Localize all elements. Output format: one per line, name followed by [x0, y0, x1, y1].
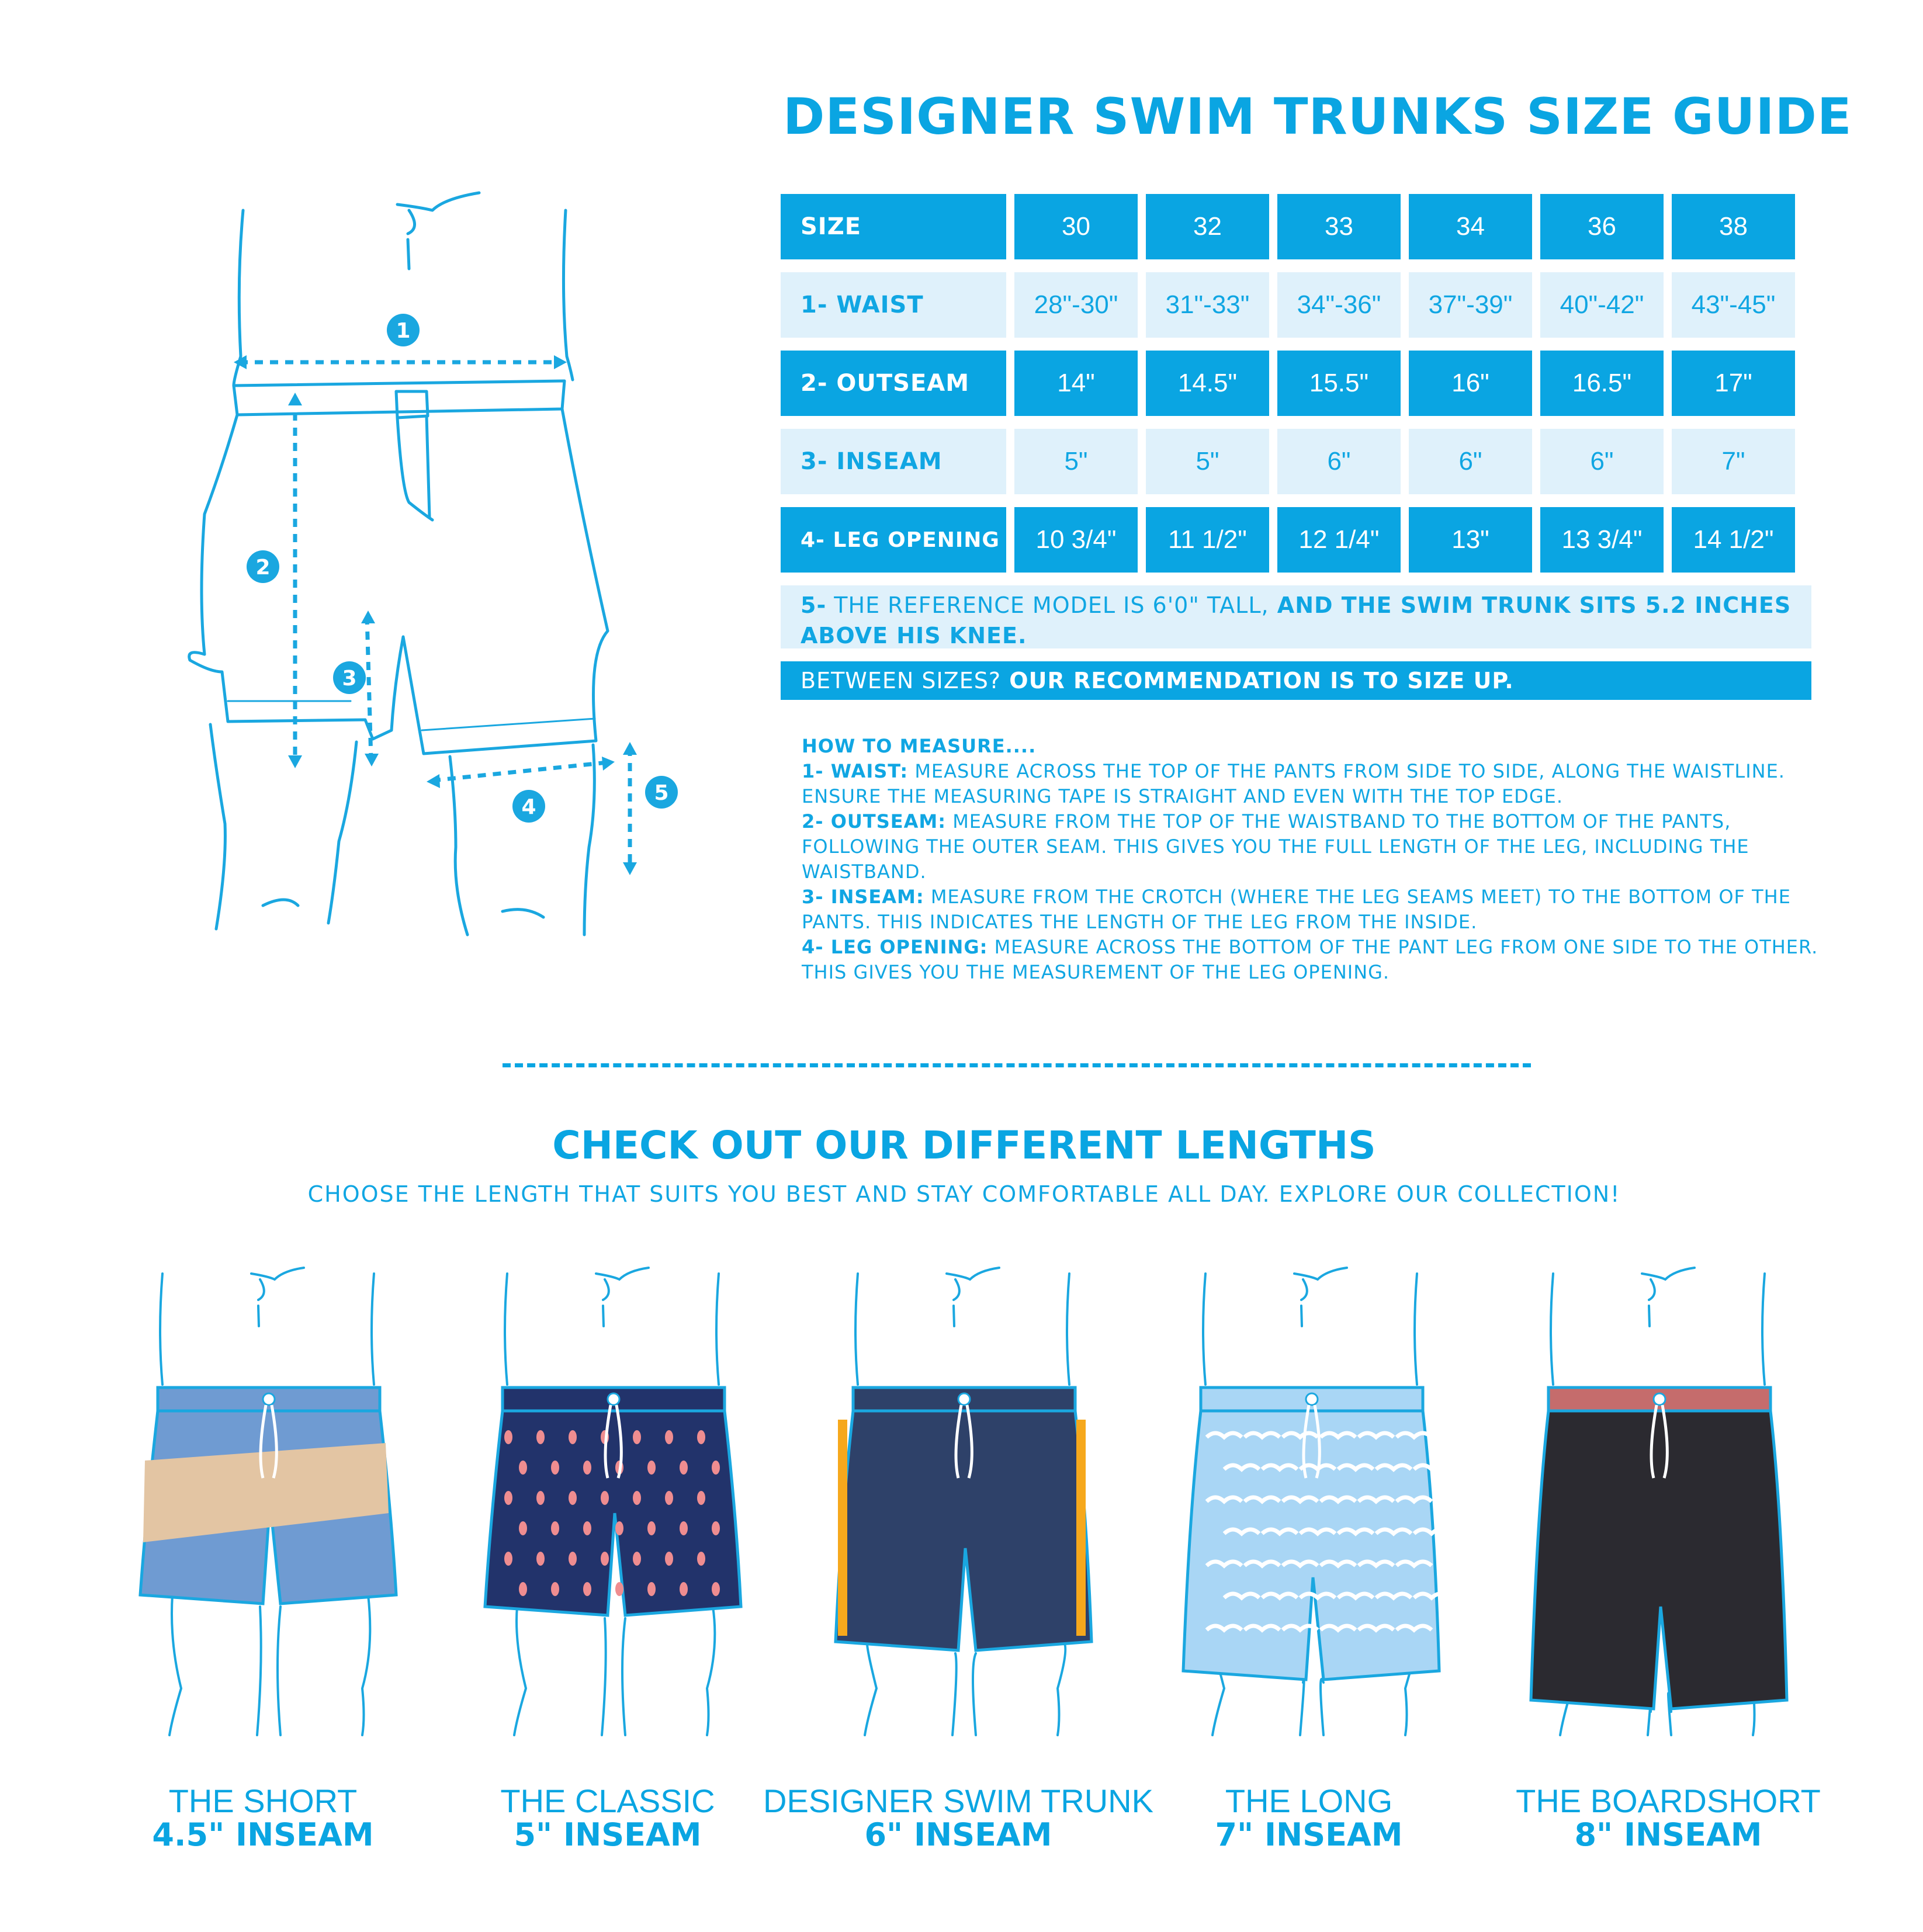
figure-shape — [551, 1521, 559, 1535]
length-inseam: 7" INSEAM — [1215, 1816, 1403, 1853]
figure-shape — [514, 1607, 526, 1735]
how-to-text: MEASURE ACROSS THE BOTTOM OF THE PANT LEG FROM ONE SIDE TO THE OTHER. THIS GIVES YOU THE MEASUREMENT OF THE LEG OPENING. — [802, 936, 1818, 983]
figure-shape — [160, 1274, 162, 1385]
table-cell: 10 3/4" — [1014, 507, 1138, 573]
figure-shape — [633, 1552, 641, 1566]
table-cell: 13 3/4" — [1540, 507, 1664, 573]
marker-2 — [247, 550, 279, 583]
between-sizes-bold: OUR RECOMMENDATION IS TO SIZE UP. — [1001, 668, 1514, 693]
table-cell: 16.5" — [1540, 351, 1664, 416]
figure-shape — [647, 1521, 656, 1535]
reference-model-note — [781, 585, 1811, 648]
svg-text:1: 1 — [396, 319, 411, 343]
table-cell: 43"-45" — [1672, 272, 1795, 338]
size-col-30: 30 — [1014, 194, 1138, 259]
figure-shape — [278, 1607, 280, 1735]
table-cell: 31"-33" — [1146, 272, 1269, 338]
length-item-short[interactable] — [88, 1784, 438, 1852]
lengths-subheading: CHOOSE THE LENGTH THAT SUITS YOU BEST AND STAY COMFORTABLE ALL DAY. EXPLORE OUR COLLECTION! — [307, 1181, 1621, 1207]
figure-shape — [551, 1582, 559, 1596]
table-cell: 11 1/2" — [1146, 507, 1269, 573]
figure-shape — [865, 1642, 876, 1735]
length-inseam: 6" INSEAM — [864, 1816, 1052, 1853]
figure-shape — [169, 1595, 181, 1735]
figure-shape — [257, 1607, 261, 1735]
figure-shape — [1076, 1420, 1086, 1636]
page-title: DESIGNER SWIM TRUNKS SIZE GUIDE — [783, 88, 1852, 146]
how-to-measure — [802, 734, 1830, 985]
note-bold: AND THE SWIM TRUNK SITS 5.2 INCHES ABOVE HIS KNEE. — [801, 592, 1792, 648]
table-cell: 17" — [1672, 351, 1795, 416]
figure-shape — [601, 1491, 609, 1505]
row-label-waist: 1- WAIST — [781, 272, 1006, 338]
figure-shape — [1642, 1268, 1695, 1326]
figure-shape — [680, 1582, 688, 1596]
figure-shape — [615, 1521, 623, 1535]
figure-shape — [622, 1618, 625, 1735]
figure-shape — [1415, 1274, 1417, 1385]
figure-shape — [712, 1521, 720, 1535]
size-col-36: 36 — [1540, 194, 1664, 259]
how-to-text: MEASURE FROM THE TOP OF THE WAISTBAND TO THE BOTTOM OF THE PANTS, FOLLOWING THE OUTER SEAM. THIS GIVES YOU THE FULL LENGTH OF THE LEG, INCLUDING THE WAISTBAND. — [802, 810, 1749, 883]
figure-shape — [712, 1582, 720, 1596]
table-cell: 13" — [1409, 507, 1532, 573]
figure-shape — [680, 1461, 688, 1475]
leg-opening-line — [432, 762, 608, 781]
table-cell: 5" — [1146, 429, 1269, 494]
size-col-32: 32 — [1146, 194, 1269, 259]
marker-1 — [387, 314, 420, 346]
length-name: DESIGNER SWIM TRUNK — [763, 1782, 1153, 1819]
table-cell: 34"-36" — [1277, 272, 1401, 338]
figure-shape — [665, 1491, 673, 1505]
svg-text:2: 2 — [255, 556, 271, 580]
length-inseam: 8" INSEAM — [1574, 1816, 1762, 1853]
length-inseam: 5" INSEAM — [514, 1816, 702, 1853]
length-item-designer[interactable] — [754, 1784, 1163, 1852]
figure-shape — [1762, 1274, 1765, 1385]
figure-the-short — [117, 1268, 421, 1747]
svg-text:4: 4 — [521, 795, 536, 819]
figure-shape — [1203, 1274, 1205, 1385]
table-cell: 40"-42" — [1540, 272, 1664, 338]
figure-shape — [602, 1618, 606, 1735]
figure-shape — [504, 1552, 512, 1566]
how-to-text: MEASURE ACROSS THE TOP OF THE PANTS FROM SIDE TO SIDE, ALONG THE WAISTLINE. ENSURE THE MEASURING TAPE IS STRAIGHT AND EVEN WITH THE TOP EDGE. — [802, 760, 1785, 807]
size-col-38: 38 — [1672, 194, 1795, 259]
figure-shape — [1294, 1268, 1347, 1326]
figure-shape — [504, 1491, 512, 1505]
size-header-label: SIZE — [781, 194, 1006, 259]
how-to-label: 1- WAIST: — [802, 760, 909, 782]
figure-shape — [536, 1491, 545, 1505]
marker-5 — [645, 776, 678, 809]
figure-shape — [680, 1521, 688, 1535]
length-item-long[interactable] — [1134, 1784, 1484, 1852]
size-col-34: 34 — [1409, 194, 1532, 259]
figure-shape — [697, 1491, 705, 1505]
figure-shape — [665, 1552, 673, 1566]
table-header-row — [781, 194, 1795, 259]
figure-shape — [536, 1430, 545, 1444]
figure-shape — [1300, 1679, 1304, 1735]
lengths-heading: CHECK OUT OUR DIFFERENT LENGTHS — [552, 1123, 1376, 1168]
figure-shape — [583, 1521, 591, 1535]
figure-shape — [608, 1393, 619, 1405]
between-sizes-banner — [781, 661, 1811, 700]
marker-3 — [333, 661, 366, 694]
figure-shape — [569, 1552, 577, 1566]
figure-shape — [583, 1582, 591, 1596]
figure-shape — [855, 1274, 858, 1385]
length-name: THE BOARDSHORT — [1516, 1782, 1821, 1819]
table-row — [781, 272, 1795, 338]
figure-shape — [697, 1430, 705, 1444]
figure-shape — [1183, 1411, 1439, 1680]
figure-shape — [569, 1491, 577, 1505]
length-inseam: 4.5" INSEAM — [152, 1816, 374, 1853]
note-prefix: 5- — [801, 592, 827, 618]
figure-shape — [519, 1521, 527, 1535]
row-label-outseam: 2- OUTSEAM — [781, 351, 1006, 416]
figure-shape — [1654, 1393, 1665, 1405]
figure-shape — [958, 1393, 970, 1405]
figure-shape — [973, 1653, 976, 1735]
size-table — [772, 181, 1803, 585]
figure-shape — [251, 1268, 304, 1326]
inseam-line — [367, 616, 371, 759]
table-cell: 14 1/2" — [1672, 507, 1795, 573]
figure-shape — [633, 1430, 641, 1444]
svg-text:5: 5 — [654, 781, 669, 805]
figure-shape — [1531, 1411, 1787, 1709]
table-cell: 12 1/4" — [1277, 507, 1401, 573]
figure-shape — [596, 1268, 649, 1326]
figure-shape — [263, 1393, 275, 1405]
figure-shape — [519, 1461, 527, 1475]
figure-shape — [1067, 1274, 1069, 1385]
row-label-inseam: 3- INSEAM — [781, 429, 1006, 494]
size-col-33: 33 — [1277, 194, 1401, 259]
figure-shape — [569, 1430, 577, 1444]
how-to-label: 3- INSEAM: — [802, 886, 924, 908]
length-item-classic[interactable] — [432, 1784, 783, 1852]
figure-the-classic — [462, 1268, 765, 1747]
table-cell: 28"-30" — [1014, 272, 1138, 338]
figure-shape — [716, 1274, 719, 1385]
table-row — [781, 351, 1795, 416]
table-cell: 6" — [1277, 429, 1401, 494]
figure-shape — [372, 1274, 374, 1385]
table-cell: 7" — [1672, 429, 1795, 494]
figure-shape — [952, 1653, 957, 1735]
row-label-leg-opening: 4- LEG OPENING — [781, 507, 1006, 573]
table-row — [781, 429, 1795, 494]
figure-shape — [1321, 1679, 1323, 1735]
how-to-label: 2- OUTSEAM: — [802, 810, 947, 833]
table-cell: 37"-39" — [1409, 272, 1532, 338]
svg-text:3: 3 — [342, 667, 357, 691]
figure-shape — [838, 1420, 847, 1636]
figure-shape — [601, 1552, 609, 1566]
how-to-item — [802, 935, 1830, 985]
table-cell: 14" — [1014, 351, 1138, 416]
length-item-boardshort[interactable] — [1478, 1784, 1858, 1852]
figure-shape — [697, 1552, 705, 1566]
length-name: THE CLASSIC — [500, 1782, 715, 1819]
table-row — [781, 507, 1795, 573]
between-sizes-text: BETWEEN SIZES? — [801, 668, 1002, 693]
figure-shape — [536, 1552, 545, 1566]
length-name: THE SHORT — [168, 1782, 358, 1819]
length-name: THE LONG — [1225, 1782, 1393, 1819]
table-cell: 14.5" — [1146, 351, 1269, 416]
figure-shape — [551, 1461, 559, 1475]
marker-4 — [512, 790, 545, 823]
note-text: THE REFERENCE MODEL IS 6'0" TALL, — [826, 592, 1269, 618]
figure-shape — [633, 1491, 641, 1505]
how-to-text: MEASURE FROM THE CROTCH (WHERE THE LEG SEAMS MEET) TO THE BOTTOM OF THE PANTS. THIS INDICATES THE LENGTH OF THE LEG FROM THE INSIDE. — [802, 886, 1791, 933]
measurement-diagram — [175, 187, 701, 946]
figure-shape — [836, 1411, 1092, 1650]
how-to-heading: HOW TO MEASURE.... — [802, 735, 1037, 757]
figure-shape — [665, 1430, 673, 1444]
figure-shape — [519, 1582, 527, 1596]
section-divider — [503, 1063, 1531, 1067]
figure-shape — [1551, 1274, 1553, 1385]
table-cell: 16" — [1409, 351, 1532, 416]
table-cell: 6" — [1409, 429, 1532, 494]
figure-shape — [712, 1461, 720, 1475]
figure-shape — [1058, 1642, 1065, 1735]
how-to-label: 4- LEG OPENING: — [802, 936, 988, 958]
figure-designer-swim-trunk — [812, 1268, 1116, 1747]
table-cell: 6" — [1540, 429, 1664, 494]
figure-shape — [615, 1582, 623, 1596]
how-to-item — [802, 885, 1830, 935]
figure-shape — [947, 1268, 999, 1326]
figure-shape — [505, 1274, 507, 1385]
figure-shape — [583, 1461, 591, 1475]
table-cell: 15.5" — [1277, 351, 1401, 416]
figure-the-long — [1160, 1268, 1464, 1747]
figure-shape — [707, 1607, 715, 1735]
how-to-item — [802, 759, 1830, 809]
figure-shape — [647, 1582, 656, 1596]
figure-shape — [504, 1430, 512, 1444]
figure-shape — [362, 1595, 370, 1735]
figure-the-boardshort — [1508, 1268, 1811, 1747]
figure-shape — [1306, 1393, 1318, 1405]
table-cell: 5" — [1014, 429, 1138, 494]
figure-shape — [647, 1461, 656, 1475]
how-to-item — [802, 809, 1830, 885]
